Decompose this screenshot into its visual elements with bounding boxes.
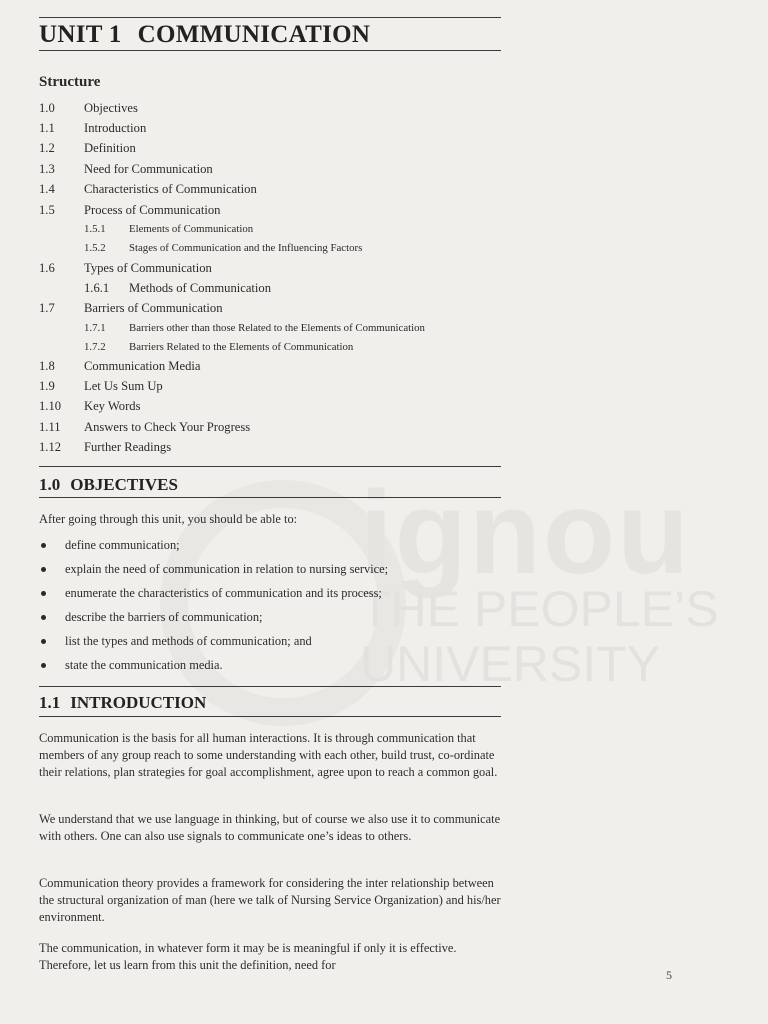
watermark-line-1: THE PEOPLE’S	[360, 581, 719, 637]
intro-paragraph-2: We understand that we use language in thinking, but of course we also use it to communicate with others. One can also use signals to communicate one’s ideas to others.	[39, 812, 501, 843]
unit-number: UNIT 1	[39, 21, 122, 48]
rule	[39, 686, 501, 687]
rule	[39, 50, 501, 51]
intro-paragraph-3: Communication theory provides a framework for considering the inter relationship between the structural organization of man (here we talk of Nursing Service Organization) and his/her environment.	[39, 876, 501, 924]
section-title-introduction: 1.1 INTRODUCTION	[39, 693, 207, 712]
unit-name: COMMUNICATION	[137, 21, 371, 48]
objectives-intro: After going through this unit, you should be able to:	[39, 512, 298, 526]
section-title-objectives: 1.0 OBJECTIVES	[39, 475, 178, 494]
watermark-line-2: UNIVERSITY	[360, 636, 661, 692]
intro-paragraph-4: The communication, in whatever form it may be is meaningful if only it is effective. Therefore, let us learn from this unit the definition, need for	[39, 941, 457, 972]
watermark-logo: ignou	[360, 467, 692, 599]
page-number: 5	[666, 968, 672, 982]
unit-title	[39, 21, 370, 49]
intro-paragraph-1: Communication is the basis for all human interactions. It is through communication that members of any group reach to some understanding with each other, build trust, co-ordinate their relations, plan strategies for goal accomplishment, agree upon to reach a common goal.	[39, 731, 498, 779]
ignou-watermark	[330, 440, 730, 700]
rule	[39, 716, 501, 717]
rule	[39, 466, 501, 467]
rule	[39, 497, 501, 498]
rule	[39, 17, 501, 18]
structure-heading: Structure	[39, 74, 101, 90]
